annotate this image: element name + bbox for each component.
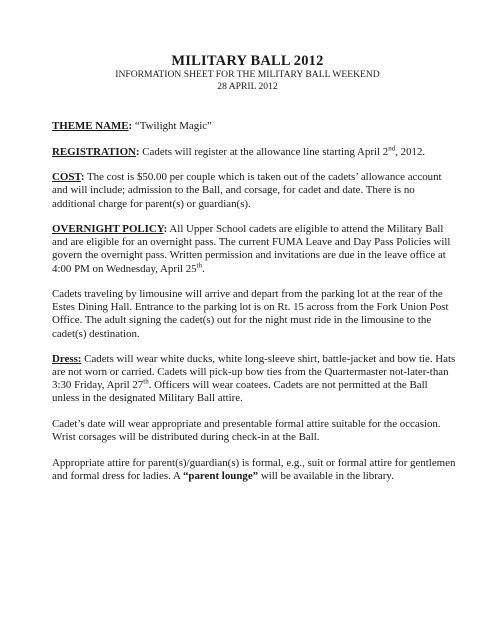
document-title: MILITARY BALL 2012 [171, 53, 324, 69]
registration-label: REGISTRATION [52, 145, 136, 158]
overnight-text-end: . [202, 262, 205, 275]
document-subtitle [0, 69, 495, 93]
parent-attire-paragraph [52, 457, 457, 483]
overnight-text: All Upper School cadets are eligible to attend the Military Ball and are eligible for an overnight pass. The current FUMA Leave and Day Pass Policies will govern the overnight pass. Written permission and invitations are due in the leave office at 4:00 PM on Wednesday, April 25 [52, 223, 451, 275]
theme-label: THEME NAME [52, 120, 129, 132]
dress-paragraph [52, 353, 457, 405]
overnight-label: OVERNIGHT POLICY [52, 223, 164, 236]
dress-text-end: . Officers will wear coatees. Cadets are not permitted at the Ball unless in the designated Military Ball attire. [52, 379, 428, 405]
cost-label: COST [52, 171, 81, 184]
parent-attire-text: Appropriate attire for parent(s)/guardian(s) is formal, e.g., suit or formal attire for gentlemen and formal dress for ladies. A [52, 456, 456, 483]
document-body [52, 120, 457, 496]
dress-sup: th [143, 377, 149, 386]
cost-text: The cost is $50.00 per couple which is taken out of the cadets’ allowance account and will include; admission to the Ball, and corsage, for cadet and date. There is no additional charge for parent(s) or guardian(s). [52, 171, 442, 210]
parent-lounge-label: “parent lounge” [182, 470, 259, 483]
parent-attire-text-end: will be available in the library. [258, 470, 394, 483]
registration-text-end: , 2012. [395, 145, 426, 158]
overnight-sup: th [196, 260, 203, 269]
overnight-paragraph: OVERNIGHT POLICY: All Upper School cadets are eligible to attend the Military Ball and are eligible for an overnight pass. The current FUMA Leave and Day Pass Policies will govern the overnight pass. Written permission and invitations are due in the leave office at 4:00 PM on Wednesday, April 25th. [52, 223, 451, 275]
dress-text: Cadets will wear white ducks, white long-sleeve shirt, battle-jacket and bow tie. Hats are not worn or carried. Cadets will pick-up bow ties from the Quartermaster not-later-than 3:30 Friday, April 27 [52, 353, 456, 392]
limousine-paragraph: Cadets traveling by limousine will arrive and depart from the parking lot at the rear of the Estes Dining Hall. Entrance to the parking lot is on Rt. 15 across from the Fork Union Post Office. The adult signing the cadet(s) out for the night must ride in the limousine to the cadet(s) destination. [52, 288, 449, 340]
date-attire-paragraph: Cadet’s date will wear appropriate and presentable formal attire suitable for the occasion. Wrist corsages will be distributed during check-in at the Ball. [52, 418, 441, 444]
cost-paragraph: COST: The cost is $50.00 per couple which is taken out of the cadets’ allowance account and will include; admission to the Ball, and corsage, for cadet and date. There is no additional charge for parent(s) or guardian(s). [52, 171, 442, 210]
subtitle-date: 28 APRIL 2012 [217, 81, 278, 92]
registration-text: Cadets will register at the allowance line starting April 2 [142, 145, 389, 158]
theme-paragraph: THEME NAME: “Twilight Magic” [52, 120, 212, 132]
registration-sup: nd [388, 144, 396, 153]
theme-text: “Twilight Magic” [134, 120, 212, 132]
registration-paragraph: REGISTRATION: Cadets will register at the allowance line starting April 2nd, 2012. [52, 144, 426, 158]
subtitle-line: INFORMATION SHEET FOR THE MILITARY BALL WEEKEND [115, 69, 380, 80]
dress-label: Dress: [52, 353, 82, 366]
